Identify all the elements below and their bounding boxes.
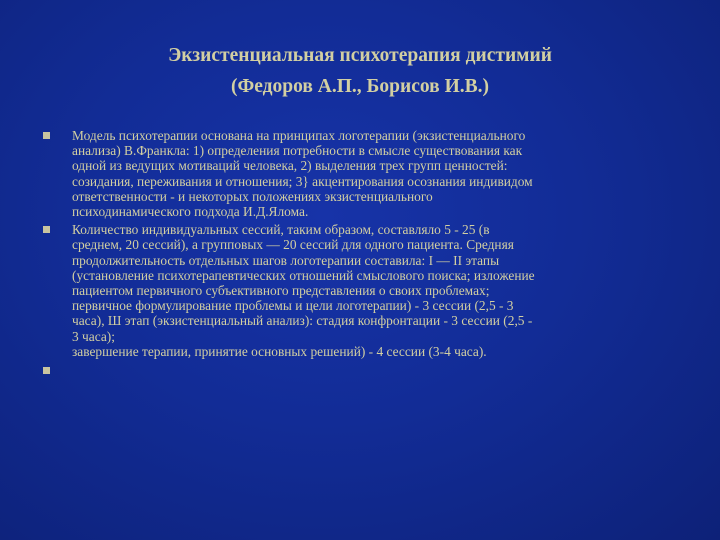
bullet-2-line-4: (установление психотерапевтических отношений смыслового поиска; изложение: [72, 267, 535, 283]
bullet-1-line-2: анализа) В.Франкла: 1) определения потребности в смысле существования как: [72, 143, 523, 159]
slide-title-line-2: (Федоров А.П., Борисов И.В.): [231, 76, 489, 97]
bullet-item-2: [40, 222, 680, 359]
bullet-2-line-8: 3 часа);: [72, 328, 115, 344]
square-bullet-icon: [43, 367, 50, 374]
bullet-2-line-2: среднем, 20 сессий), а групповых — 20 сессий для одного пациента. Средняя: [72, 237, 514, 253]
bullet-list: [40, 128, 680, 378]
bullet-2-line-5: пациентом первичного субъективного представления о своих проблемах;: [72, 283, 490, 299]
bullet-1-line-3: одной из ведущих мотиваций человека, 2) выделения трех групп ценностей:: [72, 158, 508, 174]
bullet-2-line-7: часа), Ш этап (экзистенциальный анализ): стадия конфронтации - 3 сессии (2,5 -: [72, 313, 533, 329]
square-bullet-icon: [43, 226, 50, 233]
bullet-1-line-6: психодинамического подхода И.Д.Ялома.: [72, 204, 309, 220]
bullet-1-line-1: Модель психотерапии основана на принципах логотерапии (экзистенциального: [72, 128, 526, 143]
bullet-item-3-empty: [40, 363, 680, 378]
square-bullet-icon: [43, 132, 50, 139]
bullet-1-line-5: ответственности - и некоторых положениях экзистенциального: [72, 188, 433, 204]
bullet-2-line-3: продолжительность отдельных шагов логотерапии составила: I — II этапы: [72, 252, 500, 268]
bullet-2-line-9: завершение терапии, принятие основных решений) - 4 сессии (3-4 часа).: [72, 343, 487, 359]
slide-title: [60, 40, 660, 102]
bullet-2-line-6: первичное формулирование проблемы и цели логотерапии) - 3 сессии (2,5 - 3: [72, 298, 514, 314]
bullet-2-line-1: Количество индивидуальных сессий, таким образом, составляло 5 - 25 (в: [72, 222, 490, 238]
bullet-item-1: [40, 128, 680, 219]
slide-title-line-1: Экзистенциальная психотерапия дистимий: [168, 45, 552, 66]
bullet-1-line-4: созидания, переживания и отношения; 3} акцентирования осознания индивидом: [72, 173, 533, 189]
